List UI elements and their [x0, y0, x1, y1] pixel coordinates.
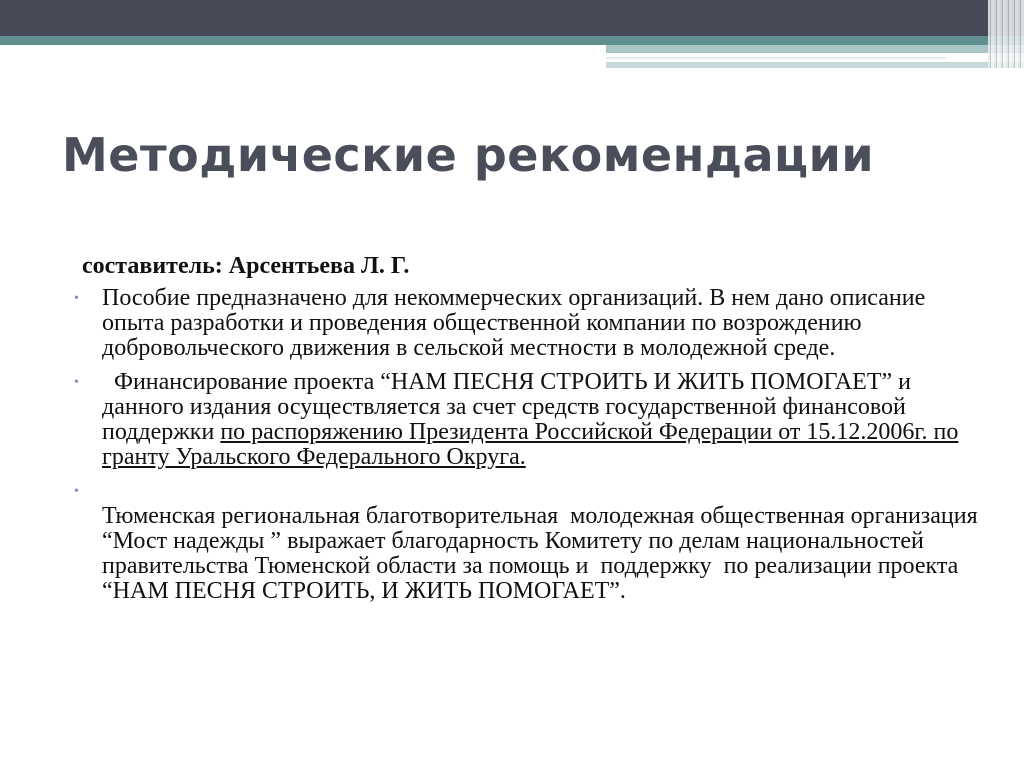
- empty-line: [102, 479, 980, 504]
- bullet-dot-icon: •: [74, 375, 79, 390]
- slide-title: Методические рекомендации: [62, 128, 875, 182]
- funding-link[interactable]: по распоряжению Президента Российской Федерации от 15.12.2006г. по гранту Уральского Федерального Округа.: [102, 419, 959, 470]
- header-thin-line: [606, 57, 946, 59]
- slide-body: [74, 253, 990, 613]
- header-light-band: [606, 45, 1024, 53]
- bullet-dot-icon: •: [74, 484, 79, 499]
- bullet-item-purpose: [74, 285, 980, 361]
- bullet-dot-icon: •: [74, 291, 79, 306]
- bullet-item-gratitude: [74, 479, 990, 604]
- header-stripe-decoration: [988, 0, 1024, 68]
- bullet-list: [74, 285, 990, 604]
- bullet-text-funding: Финансирование проекта “НАМ ПЕСНЯ СТРОИТЬ И ЖИТЬ ПОМОГАЕТ” и данного издания осуществляется за счет средств государственной финансовой поддержки: [102, 369, 917, 445]
- author-line: составитель: Арсентьева Л. Г.: [82, 253, 410, 279]
- bullet-text-gratitude: Тюменская региональная благотворительная молодежная общественная организация “Мост надежды ” выражает благодарность Комитету по делам национальностей правительства Тюменской области за помощь и поддержку по реализации проекта “НАМ ПЕСНЯ СТРОИТЬ, И ЖИТЬ ПОМОГАЕТ”.: [102, 503, 990, 604]
- header-light-band-lower: [606, 62, 1024, 68]
- bullet-item-funding: [74, 369, 980, 470]
- bullet-text-purpose: Пособие предназначено для некоммерческих организаций. В нем дано описание опыта разработки и проведения общественной компании по возрождению добровольческого движения в сельской местности в молодежной среде.: [102, 285, 926, 361]
- header-dark-band: [0, 0, 1024, 36]
- header-teal-band: [0, 36, 1024, 45]
